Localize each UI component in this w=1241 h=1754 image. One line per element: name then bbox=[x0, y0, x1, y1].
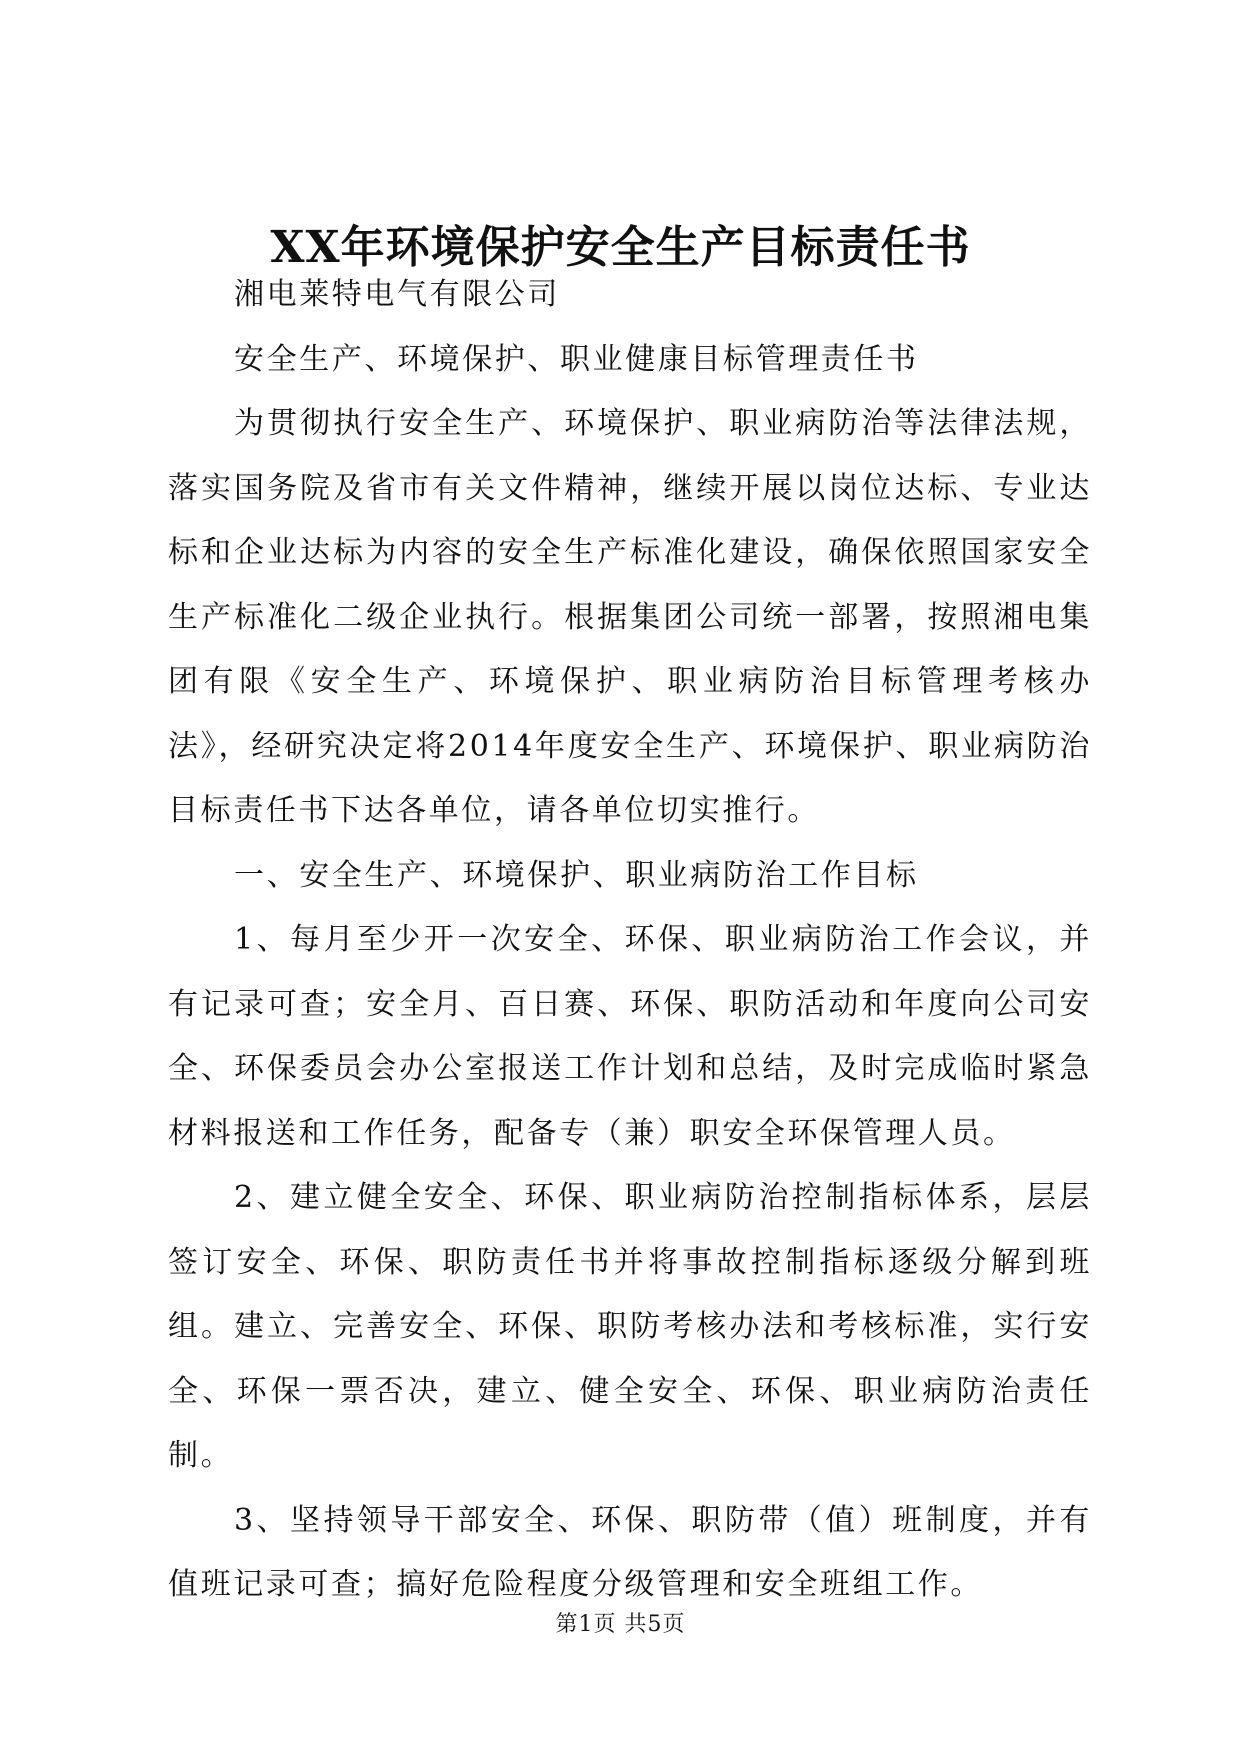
page-number: 第1页 共5页 bbox=[555, 1612, 686, 1637]
intro-paragraph: 为贯彻执行安全生产、环境保护、职业病防治等法律法规，落实国务院及省市有关文件精神，继续开展以岗位达标、专业达标和企业达标为内容的安全生产标准化建设，确保依照国家安全生产标准化二级企业执行。根据集团公司统一部署，按照湘电集团有限《安全生产、环境保护、职业病防治目标管理考核办法》，经研究决定将2014年度安全生产、环境保护、职业病防治目标责任书下达各单位，请各单位切实推行。 bbox=[168, 406, 1092, 828]
subtitle: 安全生产、环境保护、职业健康目标管理责任书 bbox=[234, 341, 919, 377]
section-heading: 一、安全生产、环境保护、职业病防治工作目标 bbox=[234, 857, 919, 893]
document-body bbox=[168, 263, 1092, 1618]
document-title: XX年环境保护安全生产目标责任书 bbox=[270, 222, 971, 273]
item-1-paragraph: 1、每月至少开一次安全、环保、职业病防治工作会议，并有记录可查；安全月、百日赛、环保、职防活动和年度向公司安全、环保委员会办公室报送工作计划和总结，及时完成临时紧急材料报送和工作任务，配备专（兼）职安全环保管理人员。 bbox=[168, 922, 1092, 1151]
company-name: 湘电莱特电气有限公司 bbox=[234, 277, 560, 312]
item-2-paragraph: 2、建立健全安全、环保、职业病防治控制指标体系，层层签订安全、环保、职防责任书并将事故控制指标逐级分解到班组。建立、完善安全、环保、职防考核办法和考核标准，实行安全、环保一票否决，建立、健全安全、环保、职业病防治责任制。 bbox=[168, 1180, 1092, 1473]
item-3-paragraph: 3、坚持领导干部安全、环保、职防带（值）班制度，并有值班记录可查；搞好危险程度分级管理和安全班组工作。 bbox=[168, 1502, 1092, 1602]
